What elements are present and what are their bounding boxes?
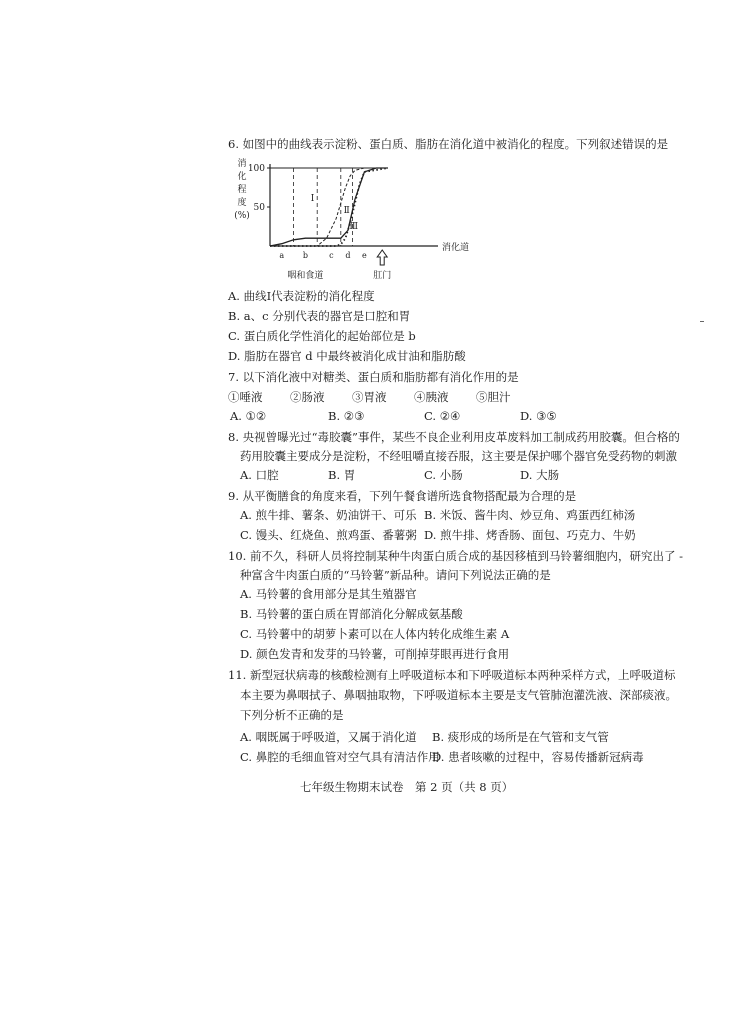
series-1-line	[270, 168, 388, 246]
question-9-option-d: D. 煎牛排、烤香肠、面包、巧克力、牛奶	[424, 528, 636, 542]
y-axis-label-char: 度	[237, 198, 247, 208]
question-9-option-c: C. 馒头、红烧鱼、煎鸡蛋、番薯粥	[240, 528, 417, 542]
x-tick-label-a: a	[279, 251, 285, 260]
question-7-option-d: D. ③⑤	[520, 409, 557, 423]
anus-arrow-icon	[377, 250, 387, 265]
question-10-option-b: B. 马铃薯的蛋白质在胃部消化分解成氨基酸	[240, 607, 463, 621]
question-10-option-a: A. 马铃薯的食用部分是其生殖器官	[240, 587, 417, 601]
series-label: Ⅱ	[343, 206, 350, 217]
question-10-stem-line-1: 10. 前不久，科研人员将控制某种牛肉蛋白质合成的基因移植到马铃薯细胞内，研究出了 -	[228, 549, 683, 563]
series-label: Ⅰ	[310, 193, 315, 204]
x-axis-label: 消化道	[442, 243, 470, 253]
question-11-option-a: A. 咽既属于呼吸道，又属于消化道	[240, 730, 417, 744]
question-10-stem-line-2: 种富含牛肉蛋白质的“马铃薯”新品种。请问下列说法正确的是	[240, 568, 551, 582]
question-7-item-2: ②肠液	[290, 390, 325, 404]
question-7-option-a: A. ①②	[230, 409, 267, 423]
question-7-item-1: ①唾液	[228, 390, 263, 404]
y-tick-label: 50	[253, 203, 265, 213]
question-11-option-d: D. 患者咳嗽的过程中，容易传播新冠病毒	[432, 750, 644, 764]
question-8-stem-line-1: 8. 央视曾曝光过“毒胶囊”事件，某些不良企业利用皮革废料加工制成药用胶囊。但合格的	[228, 430, 680, 444]
question-11-stem-line-2: 本主要为鼻咽拭子、鼻咽抽取物，下呼吸道标本主要是支气管肺泡灌洗液、深部痰液。	[240, 688, 677, 702]
region-label: 咽和食道	[287, 271, 324, 281]
question-8-stem-line-2: 药用胶囊主要成分是淀粉，不经咀嚼直接吞服，这主要是保护哪个器官免受药物的刺激	[240, 449, 677, 463]
question-6-option-b: B. a、c 分别代表的器官是口腔和胃	[228, 309, 411, 323]
question-6-option-c: C. 蛋白质化学性消化的起始部位是 b	[228, 329, 416, 343]
x-tick-label-e: e	[362, 251, 367, 260]
x-tick-label-c: c	[329, 251, 334, 260]
question-11-option-b: B. 痰形成的场所是在气管和支气管	[432, 730, 609, 744]
x-tick-label-b: b	[302, 251, 308, 260]
y-axis-label-char: 程	[237, 185, 247, 195]
scan-speck	[700, 321, 704, 322]
question-9-option-b: B. 米饭、酱牛肉、炒豆角、鸡蛋西红柿汤	[424, 508, 636, 522]
question-7-item-5: ⑤胆汁	[476, 390, 511, 404]
y-axis-label-char: (%)	[234, 211, 250, 221]
question-11-stem-line-3: 下列分析不正确的是	[240, 708, 344, 722]
y-axis-label-char: 化	[237, 172, 247, 182]
question-7-item-3: ③胃液	[352, 390, 387, 404]
question-7-stem: 7. 以下消化液中对糖类、蛋白质和脂肪都有消化作用的是	[228, 370, 519, 384]
digestion-chart	[228, 154, 528, 284]
y-tick-label: 100	[247, 164, 265, 174]
question-8-option-d: D. 大肠	[520, 468, 560, 482]
question-8-option-a: A. 口腔	[240, 468, 279, 482]
question-7-option-b: B. ②③	[328, 409, 365, 423]
question-9-stem: 9. 从平衡膳食的角度来看，下列午餐食谱所选食物搭配最为合理的是	[228, 489, 577, 503]
question-7-item-4: ④胰液	[414, 390, 449, 404]
question-11-stem-line-1: 11. 新型冠状病毒的核酸检测有上呼吸道标本和下呼吸道标本两种采样方式，上呼吸道标	[228, 668, 676, 682]
series-2-line	[270, 168, 388, 246]
question-6-option-d: D. 脂肪在器官 d 中最终被消化成甘油和脂肪酸	[228, 349, 466, 363]
series-3-line	[270, 168, 388, 246]
anus-label: 肛门	[373, 271, 392, 281]
y-axis-label-char: 消	[237, 159, 247, 169]
question-10-option-c: C. 马铃薯中的胡萝卜素可以在人体内转化成维生素 A	[240, 627, 510, 641]
question-6-stem: 6. 如图中的曲线表示淀粉、蛋白质、脂肪在消化道中被消化的程度。下列叙述错误的是	[228, 137, 669, 151]
question-10-option-d: D. 颜色发青和发芽的马铃薯，可削掉芽眼再进行食用	[240, 647, 510, 661]
question-8-option-b: B. 胃	[328, 468, 356, 482]
question-8-option-c: C. 小肠	[424, 468, 463, 482]
series-label: Ⅲ	[349, 221, 359, 232]
question-11-option-c: C. 鼻腔的毛细血管对空气具有清洁作用	[240, 750, 440, 764]
question-6-option-a: A. 曲线Ⅰ代表淀粉的消化程度	[228, 289, 375, 303]
question-9-option-a: A. 煎牛排、薯条、奶油饼干、可乐	[240, 508, 417, 522]
page-footer: 七年级生物期末试卷 第 2 页（共 8 页）	[300, 780, 514, 794]
question-7-option-c: C. ②④	[424, 409, 461, 423]
x-tick-label-d: d	[345, 251, 351, 260]
